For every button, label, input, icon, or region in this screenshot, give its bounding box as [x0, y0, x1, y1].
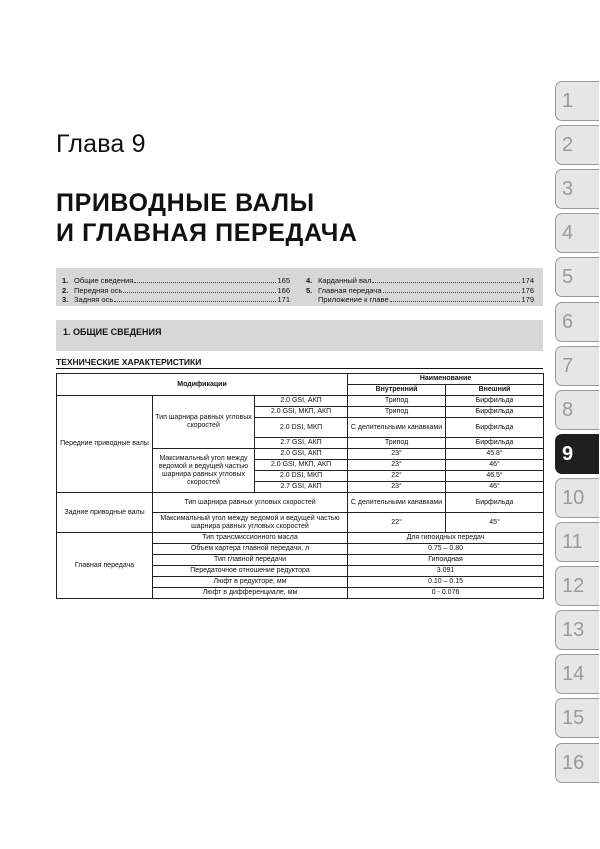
toc-item-page: 166 — [277, 285, 290, 295]
toc-dot-leader — [134, 282, 276, 283]
cell-inner: 22° — [348, 513, 446, 533]
cell-inner: Трипод — [348, 438, 446, 449]
chapter-tab-2[interactable] — [555, 125, 599, 165]
cell-model: 2.0 GSI, МКП, АКП — [255, 407, 348, 418]
cell-inner: Трипод — [348, 407, 446, 418]
cell-outer: Бирфильда — [446, 407, 544, 418]
cell-param: Передаточное отношение редуктора — [153, 566, 348, 577]
toc-item[interactable] — [62, 286, 290, 296]
group-rear-shafts: Задние приводные валы — [57, 493, 153, 533]
table-row — [57, 396, 544, 407]
toc-item-title: Передняя ось — [74, 285, 123, 295]
toc-item-number: 1. — [62, 276, 69, 285]
chapter-tab-label: 14 — [562, 663, 585, 686]
toc-dot-leader — [123, 292, 276, 293]
cell-outer: Бирфильда — [446, 418, 544, 438]
cell-value: 0 - 0.076 — [348, 588, 544, 599]
toc-item[interactable] — [62, 295, 290, 305]
toc-item-title: Главная передача — [318, 285, 382, 295]
toc-item-number: 5. — [306, 285, 313, 295]
cell-inner: 23° — [348, 460, 446, 471]
chapter-tab-11[interactable] — [555, 522, 599, 562]
cell-inner: 23° — [348, 449, 446, 460]
toc-item-page: 171 — [277, 295, 290, 304]
toc-item[interactable] — [62, 276, 290, 286]
cell-param: Тип шарнира равных угловых скоростей — [153, 493, 348, 513]
toc-item-number: 4. — [306, 276, 313, 285]
chapter-label: Глава 9 — [56, 130, 146, 158]
cell-value: 0.75 – 0.80 — [348, 544, 544, 555]
table-header-row — [57, 374, 544, 385]
header-outer: Внешний — [446, 385, 544, 396]
table-row — [57, 493, 544, 513]
cell-model: 2.0 GSI, МКП, АКП — [255, 460, 348, 471]
chapter-tab-label: 8 — [562, 398, 574, 421]
toc-column-left — [62, 276, 290, 305]
cell-outer: 46° — [446, 482, 544, 493]
toc-item-page: 176 — [521, 285, 534, 295]
cell-param: Объем картера главной передачи, л — [153, 544, 348, 555]
chapter-tab-label: 13 — [562, 619, 585, 642]
heading-divider — [56, 368, 543, 369]
param-max-angle: Максимальный угол между ведомой и ведущей частью шарнира равных угловых скоростей — [153, 449, 255, 493]
toc-item-page: 165 — [277, 276, 290, 285]
cell-model: 2.7 GSI, АКП — [255, 438, 348, 449]
chapter-tab-label: 4 — [562, 222, 574, 245]
toc-item-title: Общие сведения — [74, 276, 134, 285]
cell-model: 2.0 GSI, АКП — [255, 449, 348, 460]
cell-inner: 22° — [348, 471, 446, 482]
chapter-tab-14[interactable] — [555, 654, 599, 694]
toc-item-page: 179 — [521, 295, 534, 304]
cell-param: Тип главной передачи — [153, 555, 348, 566]
chapter-title-line-1: ПРИВОДНЫЕ ВАЛЫ — [56, 189, 315, 217]
chapter-tab-9[interactable] — [555, 434, 599, 474]
cell-model: 2.0 DSI, МКП — [255, 471, 348, 482]
cell-outer: 46° — [446, 460, 544, 471]
chapter-tab-label: 5 — [562, 266, 574, 289]
chapter-tab-label: 11 — [562, 531, 583, 553]
cell-param: Люфт в редукторе, мм — [153, 577, 348, 588]
header-name: Наименование — [348, 374, 544, 385]
specs-table — [56, 373, 544, 599]
param-joint-type: Тип шарнира равных угловых скоростей — [153, 396, 255, 449]
chapter-tab-5[interactable] — [555, 257, 599, 297]
chapter-tab-7[interactable] — [555, 346, 599, 386]
chapter-tab-10[interactable] — [555, 478, 599, 518]
cell-outer: Бирфильда — [446, 438, 544, 449]
chapter-tab-label: 12 — [562, 575, 585, 598]
toc-item-title: Приложение к главе — [318, 295, 389, 304]
chapter-tab-13[interactable] — [555, 610, 599, 650]
toc-item[interactable] — [306, 276, 534, 286]
chapter-title — [56, 188, 358, 248]
chapter-tab-label: 2 — [562, 134, 574, 157]
cell-param: Люфт в дифференциале, мм — [153, 588, 348, 599]
chapter-tab-label: 3 — [562, 178, 574, 201]
table-of-contents — [56, 268, 543, 306]
cell-inner: Трипод — [348, 396, 446, 407]
chapter-tab-16[interactable] — [555, 743, 599, 783]
cell-outer: Бирфильда — [446, 493, 544, 513]
chapter-tab-label: 7 — [562, 354, 574, 377]
cell-value: 3.091 — [348, 566, 544, 577]
chapter-tab-label: 10 — [562, 486, 585, 509]
group-front-shafts: Передние приводные валы — [57, 396, 153, 493]
toc-dot-leader — [383, 292, 521, 293]
chapter-tab-label: 9 — [562, 442, 574, 465]
group-final-drive: Главная передача — [57, 533, 153, 599]
cell-outer: 45.8° — [446, 449, 544, 460]
chapter-tab-8[interactable] — [555, 390, 599, 430]
cell-outer: Бирфильда — [446, 396, 544, 407]
section-title: 1. ОБЩИЕ СВЕДЕНИЯ — [63, 327, 162, 337]
header-inner: Внутренний — [348, 385, 446, 396]
toc-dot-leader — [372, 282, 520, 283]
cell-param: Тип трансмиссионного масла — [153, 533, 348, 544]
chapter-tab-15[interactable] — [555, 698, 599, 738]
table-row — [57, 533, 544, 544]
chapter-tab-1[interactable] — [555, 81, 599, 121]
chapter-tab-label: 16 — [562, 751, 585, 774]
chapter-tab-6[interactable] — [555, 302, 599, 342]
header-modifications: Модификации — [57, 374, 348, 396]
cell-inner: 23° — [348, 482, 446, 493]
cell-model: 2.7 GSI, АКП — [255, 482, 348, 493]
toc-item-number: 2. — [62, 285, 69, 295]
specs-heading: ТЕХНИЧЕСКИЕ ХАРАКТЕРИСТИКИ — [56, 357, 202, 367]
cell-model: 2.0 DSI, МКП — [255, 418, 348, 438]
chapter-tab-label: 6 — [562, 310, 574, 333]
chapter-tab-4[interactable] — [555, 213, 599, 253]
section-header — [56, 320, 543, 351]
toc-item-page: 174 — [521, 276, 534, 285]
toc-item[interactable] — [306, 295, 534, 305]
cell-param: Максимальный угол между ведомой и ведущей частью шарнира равных угловых скоростей — [153, 513, 348, 533]
cell-inner: С делительными канавками — [348, 418, 446, 438]
toc-item[interactable] — [306, 286, 534, 296]
chapter-tab-label: 15 — [562, 707, 585, 730]
cell-value: 0.10 – 0.15 — [348, 577, 544, 588]
toc-dot-leader — [390, 301, 521, 302]
toc-item-number: 3. — [62, 295, 69, 304]
cell-outer: 46.5° — [446, 471, 544, 482]
chapter-tab-3[interactable] — [555, 169, 599, 209]
chapter-tab-12[interactable] — [555, 566, 599, 606]
toc-dot-leader — [114, 301, 276, 302]
cell-model: 2.0 GSI, АКП — [255, 396, 348, 407]
chapter-tab-label: 1 — [562, 90, 574, 112]
cell-value: Гипоидная — [348, 555, 544, 566]
toc-item-title: Карданный вал — [318, 276, 372, 285]
toc-column-right — [306, 276, 534, 305]
chapter-title-line-2: И ГЛАВНАЯ ПЕРЕДАЧА — [56, 219, 358, 247]
cell-value: Для гипоидных передач — [348, 533, 544, 544]
toc-item-title: Задняя ось — [74, 295, 114, 304]
cell-outer: 45° — [446, 513, 544, 533]
cell-inner: С делительными канавками — [348, 493, 446, 513]
